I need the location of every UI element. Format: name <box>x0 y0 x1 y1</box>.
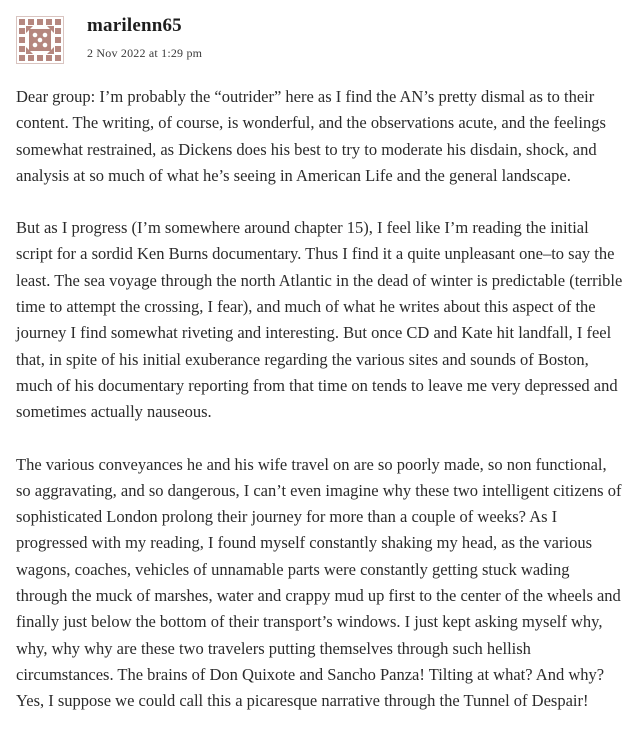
comment-timestamp[interactable]: 2 Nov 2022 at 1:29 pm <box>87 46 203 60</box>
comment-body <box>16 84 624 741</box>
comment-paragraph: Dear group: I’m probably the “outrider” here as I find the AN’s pretty dismal as to their content. The writing, of course, is wonderful, and the observations acute, and the feelings somewhat restrained, as Dickens does his best to try to moderate his disdain, shock, and analysis at so much of what he’s seeing in American Life and the general landscape. <box>16 87 606 185</box>
identicon-avatar-icon <box>17 17 63 63</box>
comment-paragraph: The various conveyances he and his wife travel on are so poorly made, so non functional, so aggravating, and so dangerous, I can’t even imagine why these two intelligent citizens of sophisticated London prolong their journey for more than a couple of weeks? As I progressed with my reading, I found myself constantly shaking my head, as the various wagons, coaches, vehicles of unnamable parts were constantly getting stuck wading through the muck of marshes, water and crappy mud up first to the center of the wheels and finally just below the bottom of their transport’s windows. I just kept asking myself why, why, why why are these two travelers putting themselves through such hellish circumstances. The brains of Don Quixote and Sancho Panza! Tilting at what? And why? Yes, I suppose we could call this a picaresque narrative through the Tunnel of Despair! <box>16 454 622 711</box>
avatar[interactable] <box>16 16 64 64</box>
comment-paragraph: But as I progress (I’m somewhere around chapter 15), I feel like I’m reading the initial script for a sordid Ken Burns documentary. Thus I find it a quite unpleasant one–to say the least. The sea voyage through the north Atlantic in the dead of winter is predictable (terrible time to attempt the crossing, I fear), and much of what he writes about this aspect of the journey I find somewhat riveting and interesting. But once CD and Kate hit landfall, I feel that, in spite of his initial exuberance regarding the various sites and sounds of Boston, much of his documentary reporting from that time on tends to leave me very depressed and sometimes actually nauseous. <box>16 218 623 422</box>
comment-author[interactable]: marilenn65 <box>87 15 182 36</box>
